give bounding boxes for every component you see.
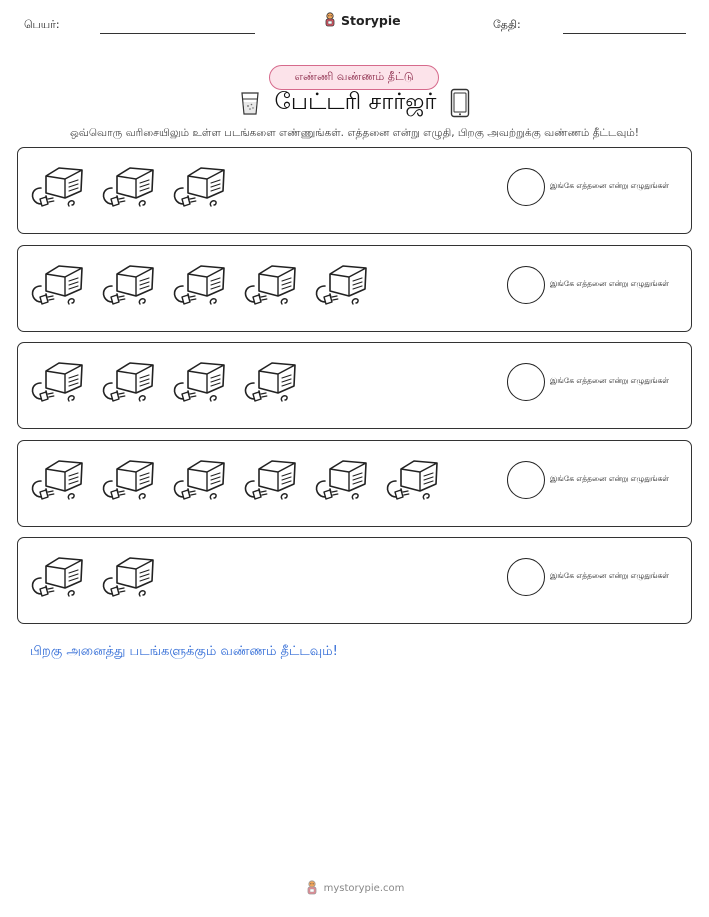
answer-circle[interactable] [507, 363, 545, 401]
battery-charger-icon[interactable] [242, 358, 300, 408]
battery-charger-icon[interactable] [171, 358, 229, 408]
battery-charger-icon[interactable] [313, 261, 371, 311]
tablet-icon [450, 88, 470, 118]
battery-charger-icon[interactable] [384, 456, 442, 506]
answer-label: இங்கே எத்தனை என்று எழுதுங்கள் [550, 279, 670, 288]
site-url[interactable]: mystorypie.com [323, 882, 405, 894]
glass-of-water-icon [239, 90, 261, 116]
battery-charger-icon[interactable] [29, 358, 87, 408]
battery-charger-icon[interactable] [100, 553, 158, 603]
battery-charger-icon[interactable] [29, 163, 87, 213]
brand [323, 12, 401, 28]
answer-circle[interactable] [507, 558, 545, 596]
battery-charger-icon[interactable] [242, 456, 300, 506]
counting-row [17, 342, 692, 429]
date-label: தேதி: [493, 18, 521, 31]
answer-label: இங்கே எத்தனை என்று எழுதுங்கள் [550, 376, 670, 385]
counting-row [17, 440, 692, 527]
date-line[interactable] [563, 33, 686, 34]
battery-charger-icon[interactable] [171, 261, 229, 311]
answer-circle[interactable] [507, 168, 545, 206]
battery-charger-icon[interactable] [100, 261, 158, 311]
battery-charger-icon[interactable] [313, 456, 371, 506]
battery-charger-icon[interactable] [29, 261, 87, 311]
battery-charger-icon[interactable] [100, 456, 158, 506]
counting-row [17, 245, 692, 332]
instructions: ஒவ்வொரு வரிசையிலும் உள்ள படங்களை எண்ணுங்கள். எத்தனை என்று எழுதி, பிறகு அவற்றுக்கு வண்ணம் தீட்டவும்! [70, 127, 639, 139]
page-title: பேட்டரி சார்ஜர் [274, 88, 437, 115]
counting-row [17, 537, 692, 624]
name-line[interactable] [100, 33, 255, 34]
battery-charger-icon[interactable] [100, 358, 158, 408]
brand-name: Storypie [341, 12, 401, 28]
storypie-mascot-icon [305, 880, 319, 896]
answer-circle[interactable] [507, 461, 545, 499]
worksheet-tag: எண்ணி வண்ணம் தீட்டு [269, 65, 439, 90]
counting-row [17, 147, 692, 234]
answer-label: இங்கே எத்தனை என்று எழுதுங்கள் [550, 474, 670, 483]
footer-note: பிறகு அனைத்து படங்களுக்கும் வண்ணம் தீட்டவும்! [30, 644, 338, 659]
battery-charger-icon[interactable] [171, 456, 229, 506]
battery-charger-icon[interactable] [29, 553, 87, 603]
answer-circle[interactable] [507, 266, 545, 304]
battery-charger-icon[interactable] [242, 261, 300, 311]
battery-charger-icon[interactable] [100, 163, 158, 213]
battery-charger-icon[interactable] [29, 456, 87, 506]
storypie-mascot-icon [323, 12, 337, 28]
name-label: பெயர்: [24, 18, 60, 31]
title-row [0, 88, 709, 118]
site-footer [0, 880, 709, 896]
answer-label: இங்கே எத்தனை என்று எழுதுங்கள் [550, 571, 670, 580]
battery-charger-icon[interactable] [171, 163, 229, 213]
answer-label: இங்கே எத்தனை என்று எழுதுங்கள் [550, 181, 670, 190]
